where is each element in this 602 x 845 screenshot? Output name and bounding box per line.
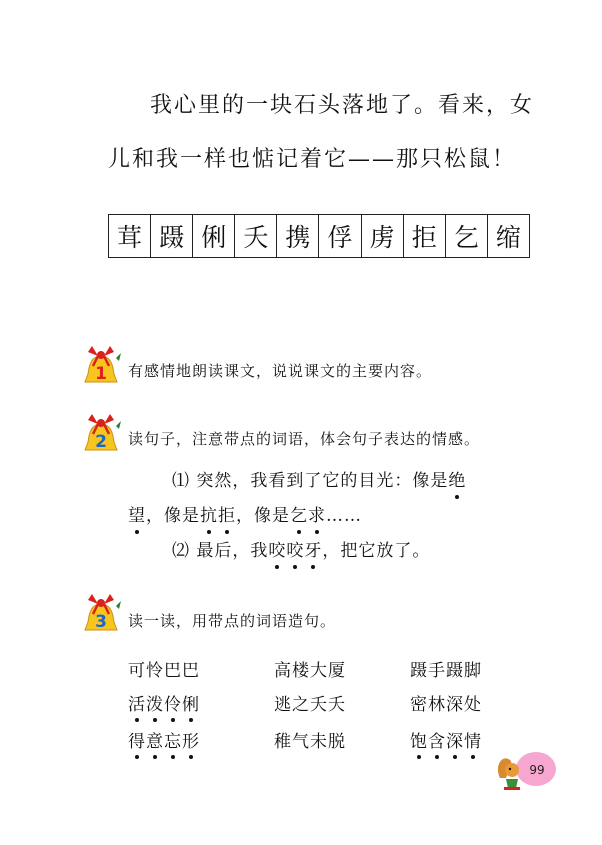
page-number-badge (494, 748, 560, 794)
word: 高楼大厦 (274, 661, 346, 681)
sentence-1-line-1: ⑴ 突然，我看到了它的目光：像是绝 (172, 471, 467, 491)
word: 稚气未脱 (274, 732, 346, 752)
bell-icon (78, 344, 124, 390)
bell-icon (78, 412, 124, 458)
word: 蹑手蹑脚 (410, 661, 482, 681)
paragraph-line-1: 我心里的一块石头落地了。看来，女 (150, 93, 535, 118)
grid-char: 携 (277, 215, 319, 257)
grid-char: 俐 (193, 215, 235, 257)
paragraph-line-2: 儿和我一样也惦记着它——那只松鼠！ (108, 147, 517, 172)
sentence-1-line-2: 望，像是抗拒，像是乞求…… (128, 506, 362, 526)
task-2-text: 读句子，注意带点的词语，体会句子表达的情感。 (128, 430, 481, 448)
bell-icon (78, 592, 124, 638)
word-dotted: 活泼伶俐 (128, 690, 200, 715)
word: 逃之夭夭 (274, 695, 346, 715)
word-dotted: 饱含深情 (410, 727, 482, 752)
task-number: 2 (95, 432, 107, 452)
squirrel-icon (505, 763, 519, 777)
grid-char: 乞 (446, 215, 488, 257)
task-1-text: 有感情地朗读课文，说说课文的主要内容。 (128, 362, 433, 380)
grid-char: 茸 (109, 215, 151, 257)
grid-char: 蹑 (151, 215, 193, 257)
sentence-2: ⑵ 最后，我咬咬牙，把它放了。 (172, 541, 431, 561)
grid-char: 拒 (404, 215, 446, 257)
task-number: 3 (95, 612, 107, 632)
character-grid (108, 214, 530, 258)
grid-char: 夭 (235, 215, 277, 257)
task-3-text: 读一读，用带点的词语造句。 (128, 612, 337, 630)
grid-char: 虏 (362, 215, 404, 257)
word: 可怜巴巴 (128, 661, 200, 681)
task-number: 1 (95, 364, 107, 384)
grid-char: 缩 (495, 223, 521, 252)
page-number: 99 (529, 763, 545, 777)
word-dotted: 得意忘形 (128, 727, 200, 752)
word: 密林深处 (410, 695, 482, 715)
grid-char: 俘 (319, 215, 361, 257)
